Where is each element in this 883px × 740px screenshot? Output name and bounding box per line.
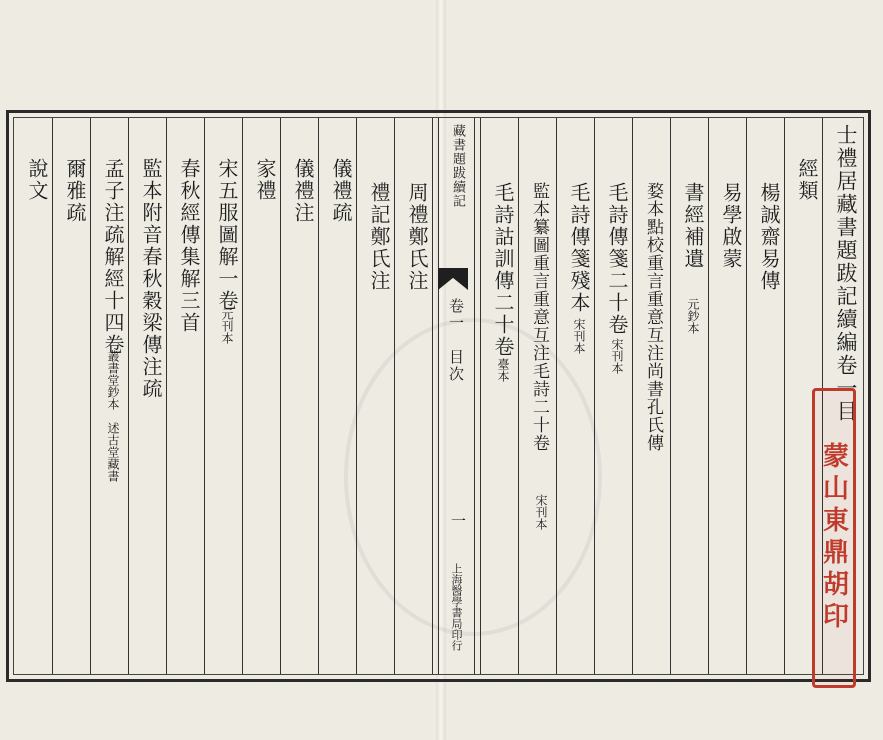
- publisher-imprint: 上海醫學書局印行: [450, 563, 463, 651]
- column-divider: [90, 118, 91, 674]
- edition-note: 叢書堂鈔本 述古堂藏書: [106, 350, 120, 482]
- column-divider: [746, 118, 747, 674]
- list-item: 經類: [795, 158, 819, 202]
- column-divider: [594, 118, 595, 674]
- column-divider: [632, 118, 633, 674]
- column-divider: [518, 118, 519, 674]
- book-title: 士禮居藏書題跋記續編卷一目: [834, 124, 858, 423]
- list-item: 毛詩傳箋殘本: [567, 182, 591, 314]
- center-page-number: 一: [449, 513, 467, 530]
- list-item: 爾雅疏: [63, 158, 87, 224]
- faded-stamp-watermark: [344, 318, 602, 636]
- list-item: 家禮: [253, 158, 277, 202]
- center-divider: [438, 118, 439, 674]
- column-divider: [356, 118, 357, 674]
- list-item: 儀禮疏: [329, 158, 353, 224]
- column-divider: [166, 118, 167, 674]
- edition-note: 宋刊本: [610, 338, 624, 374]
- column-divider: [556, 118, 557, 674]
- list-item: 監本纂圖重言重意互注毛詩二十卷: [529, 182, 549, 452]
- edition-note: 臺本: [496, 358, 510, 382]
- list-item: 毛詩傳箋二十卷: [605, 182, 629, 336]
- center-juan: 卷一 目次: [447, 298, 465, 383]
- column-divider: [128, 118, 129, 674]
- column-divider: [708, 118, 709, 674]
- seal-text: 蒙山東鼎胡印: [818, 442, 849, 634]
- center-divider: [474, 118, 475, 674]
- edition-note: 宋刊本: [534, 494, 548, 530]
- column-divider: [242, 118, 243, 674]
- list-item: 易學啟蒙: [719, 182, 743, 270]
- column-divider: [394, 118, 395, 674]
- text-frame: [6, 110, 871, 682]
- column-divider: [480, 118, 481, 674]
- column-divider: [432, 118, 433, 674]
- column-divider: [670, 118, 671, 674]
- list-item: 宋五服圖解一卷: [215, 158, 239, 312]
- column-divider: [204, 118, 205, 674]
- list-item: 毛詩詁訓傳二十卷: [491, 182, 515, 358]
- column-divider: [318, 118, 319, 674]
- list-item: 楊誠齋易傳: [757, 182, 781, 292]
- edition-note: 元刊本: [220, 308, 234, 344]
- list-item: 婺本點校重言重意互注尚書孔氏傳: [643, 182, 663, 452]
- list-item: 書經補遺: [681, 182, 705, 270]
- list-item: 監本附音春秋穀梁傳注疏: [139, 158, 163, 400]
- list-item: 春秋經傳集解三首: [177, 158, 201, 334]
- text-frame-inner: [13, 117, 864, 675]
- list-item: 禮記鄭氏注: [367, 182, 391, 292]
- list-item: 儀禮注: [291, 158, 315, 224]
- red-seal-stamp: [812, 388, 856, 688]
- list-item: 說文: [25, 158, 49, 202]
- column-divider: [280, 118, 281, 674]
- center-title: 藏書題跋續記: [450, 124, 465, 208]
- edition-note: 元鈔本: [686, 298, 700, 334]
- column-divider: [784, 118, 785, 674]
- list-item: 周禮鄭氏注: [405, 182, 429, 292]
- edition-note: 宋刊本: [572, 318, 586, 354]
- column-divider: [52, 118, 53, 674]
- fishtail-mark: [438, 268, 468, 290]
- list-item: 孟子注疏解經十四卷: [101, 158, 125, 356]
